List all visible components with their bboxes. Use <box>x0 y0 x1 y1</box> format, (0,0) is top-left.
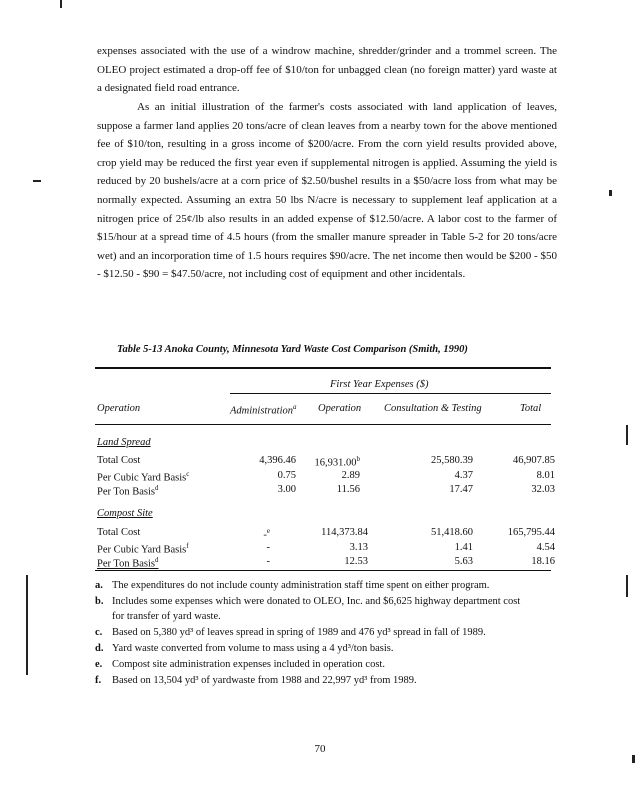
row-label: Total Cost <box>97 527 141 538</box>
cell-total: 46,907.85 <box>513 455 555 466</box>
col-header-operation: Operation <box>97 403 141 414</box>
cell-operation: 3.13 <box>349 542 368 553</box>
body-paragraph-1: expenses associated with the use of a windrow machine, shredder/grinder and a trommel screen. The OLEO project estimated a drop-off fee of $10/ton for unbagged clean (no foreign matter) yard waste at a designated field road entrance. <box>97 45 557 95</box>
footnote: a. The expenditures do not include county administration staff time spent on either program. <box>95 580 490 591</box>
row-label: Total Cost <box>97 455 141 466</box>
cell-consultation: 25,580.39 <box>431 455 473 466</box>
cell-consultation: 1.41 <box>454 542 473 553</box>
row-label: Per Cubic Yard Basis$^c$ <box>97 470 190 484</box>
col-header-consultation: Consultation & Testing <box>384 403 482 414</box>
row-label: Per Cubic Yard Basis$^f$ <box>97 542 189 556</box>
footnote: d. Yard waste converted from volume to mass using a 4 yd³/ton basis. <box>95 643 394 654</box>
group-header-rule <box>230 393 551 394</box>
cell-consultation: 4.37 <box>454 470 473 481</box>
cell-administration: 0.75 <box>277 470 296 481</box>
col-header-administration: Administration$^a$ <box>230 403 297 417</box>
cell-administration: 3.00 <box>277 484 296 495</box>
row-label: Per Ton Basis$^d$ <box>97 556 159 570</box>
cell-total: 18.16 <box>531 556 555 567</box>
scan-speck <box>626 575 628 597</box>
footnotes <box>95 578 535 689</box>
scan-speck <box>33 180 41 182</box>
cell-total: 4.54 <box>536 542 555 553</box>
scan-speck <box>60 0 62 8</box>
cell-administration: 4,396.46 <box>259 455 296 466</box>
col-header-total: Total <box>520 403 542 414</box>
cell-consultation: 5.63 <box>454 556 473 567</box>
body-paragraph-2: As an initial illustration of the farmer's costs associated with land application of leaves, suppose a farmer land applies 20 tons/acre of clean leaves from a nearby town for the above mentioned fee of $10/ton, resulting in a gross income of $200/acre. From the corn yield results provided above, crop yield may be reduced the first year even if supplemental nitrogen is applied. Assuming the yield is reduced by 20 bushels/acre at a corn price of $2.50/bushel results in a $50/acre loss from what may be normally expected. Assuming an extra 50 lbs N/acre is necessary to supplement leaf application at a nitrogen price of 25¢/lb also results in an added expense of $12.50/acre. A labor cost to the farmer of $15/hour at a spread time of 4.5 hours (from the smaller manure spreader in Table 5-2 for 20 tons/acre wet) and an incorporation time of 1.5 hours requires $90/acre. The net income then would be $200 - $50 - $12.50 - $90 = $47.50/acre, not including cost of equipment and other incidentals. <box>97 101 557 281</box>
footnote: f. Based on 13,504 yd³ of yardwaste from 1988 and 22,997 yd³ from 1989. <box>95 675 417 686</box>
cell-total: 8.01 <box>536 470 555 481</box>
section-title-compost-site: Compost Site <box>97 508 153 519</box>
cell-total: 165,795.44 <box>507 527 555 538</box>
cell-operation: 11.56 <box>336 484 360 495</box>
footnote: e. Compost site administration expenses included in operation cost. <box>95 659 385 670</box>
cell-operation: 16,931.00$^b$ <box>314 455 360 469</box>
scan-speck <box>609 190 612 196</box>
scan-speck <box>632 755 635 763</box>
table-header-rule <box>95 424 551 425</box>
cell-operation: 114,373.84 <box>321 527 368 538</box>
row-label: Per Ton Basis$^d$ <box>97 484 159 498</box>
cell-administration: - <box>266 542 270 553</box>
group-header: First Year Expenses ($) <box>330 379 429 390</box>
cell-operation: 12.53 <box>344 556 368 567</box>
table-bottom-rule <box>95 570 551 571</box>
col-header-operation-cost: Operation <box>318 403 362 414</box>
cell-total: 32.03 <box>531 484 555 495</box>
page-number: 70 <box>314 743 326 755</box>
table-caption: Table 5-13 Anoka County, Minnesota Yard Waste Cost Comparison (Smith, 1990) <box>117 344 468 355</box>
cell-administration: -$^e$ <box>263 527 270 541</box>
cell-operation: 2.89 <box>341 470 360 481</box>
cell-consultation: 51,418.60 <box>431 527 473 538</box>
section-title-land-spread: Land Spread <box>97 437 151 448</box>
footnote: b. Includes some expenses which were donated to OLEO, Inc. and $6,625 highway department cost for transfer of yard waste. <box>95 596 521 622</box>
table-top-rule <box>95 367 551 369</box>
cell-consultation: 17.47 <box>449 484 473 495</box>
scan-speck <box>626 425 628 445</box>
cell-administration: - <box>266 556 270 567</box>
scan-speck <box>26 575 28 675</box>
footnote: c. Based on 5,380 yd³ of leaves spread in spring of 1989 and 476 yd³ spread in fall of 1989. <box>95 627 486 638</box>
